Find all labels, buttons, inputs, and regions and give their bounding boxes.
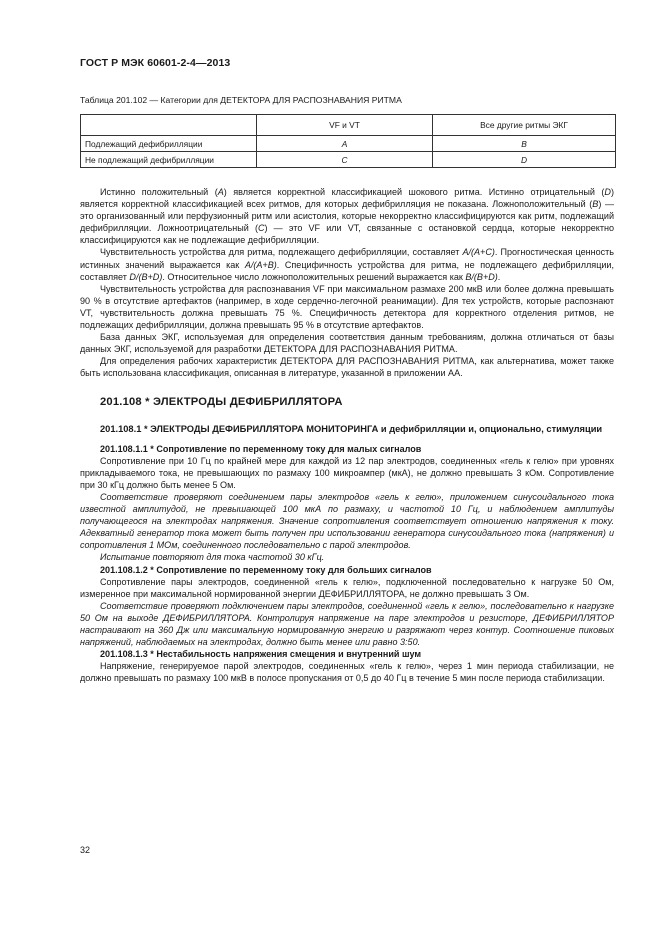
clause-heading-small-signal: 201.108.1.1 * Сопротивление по переменному току для малых сигналов: [100, 443, 422, 454]
table-row: [81, 152, 616, 168]
clause-text-large-signal: Сопротивление пары электродов, соединенной «гель к гелю», подключенной последовательно к нагрузке 50 Ом, измеренное при максимальной нормированной энергии ДЕФИБРИЛЛЯТОРА, не должно превышать 3 Ом.: [80, 576, 614, 599]
table-cell: D: [433, 152, 616, 168]
paragraph-vf-sensitivity: Чувствительность устройства для распознавания VF при максимальном размахе 200 мкВ или более должна превышать 90 % в отсутствие артефактов (например, в ходе сердечно-легочной реанимации). Для тех устройств, которые распознают VT, чувствительность должна превышать 75 %. Специфичность детектора для корректного отделения ритмов, не подлежащих дефибрилляции, должна превышать 95 % в отсутствие артефактов.: [80, 283, 614, 331]
table-header-row: [81, 115, 616, 136]
paragraph-ecg-database: База данных ЭКГ, используемая для определения соответствия данным требованиям, должна отличаться от базы данных ЭКГ, используемой для разработки ДЕТЕКТОРА ДЛЯ РАСПОЗНАВАНИЯ РИТМА.: [80, 332, 614, 355]
clause-heading-large-signal: 201.108.1.2 * Сопротивление по переменному току для больших сигналов: [100, 564, 432, 575]
document-body: [80, 186, 614, 684]
table-cell: B: [433, 136, 616, 152]
clause-text-offset: Напряжение, генерируемое парой электродов, соединенных «гель к гелю», через 1 мин периода стабилизации, не должно превышать по размаху 100 мкВ в полосе пропускания от 0,5 до 40 Гц в течение 5 мин после периода стабилизации.: [80, 661, 614, 684]
clause-text-small-signal: Сопротивление при 10 Гц по крайней мере для каждой из 12 пар электродов, соединенных «гель к гелю» при уровнях прикладываемого тока, не превышающих по размаху 100 микроампер (мкА), не должно превышать 3 кОм. Сопротивление при 30 кГц должно быть менее 5 Ом.: [80, 455, 614, 490]
table-header-cell: [81, 115, 257, 136]
table-cell: C: [257, 152, 433, 168]
page-number: 32: [80, 845, 91, 855]
table-row: [81, 136, 616, 152]
compliance-small-signal: Соответствие проверяют соединением пары электродов «гель к гелю», приложением синусоидального тока известной амплитудой, не превышающей 100 мкА по размаху, и частотой 10 Гц, и наблюдением амплитуды получающегося на электродах напряжения. Значение сопротивления соответствует отношению напряжения к току. Адекватный генератор тока может быть получен при использовании генератора синусоидального тока (напряжения) и сопротивления 1 МОм, соединенного последовательно с парой электродов.: [80, 491, 614, 551]
table-row-label: Подлежащий дефибрилляции: [81, 136, 257, 152]
paragraph-sensitivity: Чувствительность устройства для ритма, подлежащего дефибрилляции, составляет A/(A+C). Прогностическая ценность истинных значений выражается как A/(A+B). Специфичность устройства для ритма, не подлежащего дефибрилляции, составляет D/(B+D). Относительное число ложноположительных решений выражается как B/(B+D).: [80, 247, 614, 282]
compliance-repeat-30khz: Испытание повторяют для тока частотой 30 кГц.: [100, 552, 325, 563]
subsection-title: 201.108.1 * ЭЛЕКТРОДЫ ДЕФИБРИЛЛЯТОРА МОНИТОРИНГА и дефибрилляции и, опционально, стимуляции: [100, 423, 603, 434]
paragraph-classification: Истинно положительный (А) является корректной классификацией шокового ритма. Истинно отрицательный (D) является корректной классификацией всех ритмов, для которых дефибрилляция не показана. Ложноположительный (В) — это организованный или перфузионный ритм или асистолия, которые некорректно классифицируются как ритм, подлежащий дефибрилляции. Ложноотрицательный (С) — это VF или VT, связанные с остановкой сердца, которые некорректно классифицируются как не подлежащие дефибрилляции.: [80, 187, 615, 246]
clause-heading-offset: 201.108.1.3 * Нестабильность напряжения смещения и внутренний шум: [100, 649, 422, 660]
table-caption: Таблица 201.102 — Категории для ДЕТЕКТОРА ДЛЯ РАСПОЗНАВАНИЯ РИТМА: [80, 95, 402, 105]
table-row-label: Не подлежащий дефибрилляции: [81, 152, 257, 168]
standard-header: ГОСТ Р МЭК 60601-2-4—2013: [80, 57, 231, 69]
table-cell: A: [257, 136, 433, 152]
table-header-cell: VF и VT: [257, 115, 433, 136]
categories-table: [80, 114, 616, 168]
compliance-large-signal: Соответствие проверяют подключением пары электродов, соединенной «гель к гелю», последовательно к нагрузке 50 Ом на выходе ДЕФИБРИЛЛЯТОРА. Контролируя напряжение на паре электродов и резисторе, ДЕФИБРИЛЛЯТОР настраивают на 360 Дж или максимальную нормированную энергию и разряжают через контур. Соотношение пиковых напряжений, наблюдаемых на электродах, должно быть менее или равно 3:50.: [80, 600, 614, 648]
table-header-cell: Все другие ритмы ЭКГ: [433, 115, 616, 136]
paragraph-alternative: Для определения рабочих характеристик ДЕТЕКТОРА ДЛЯ РАСПОЗНАВАНИЯ РИТМА, как альтернатива, может также быть использована классификация, описанная в литературе, указанной в приложении АА.: [80, 356, 614, 379]
section-title: 201.108 * ЭЛЕКТРОДЫ ДЕФИБРИЛЛЯТОРА: [100, 395, 343, 408]
